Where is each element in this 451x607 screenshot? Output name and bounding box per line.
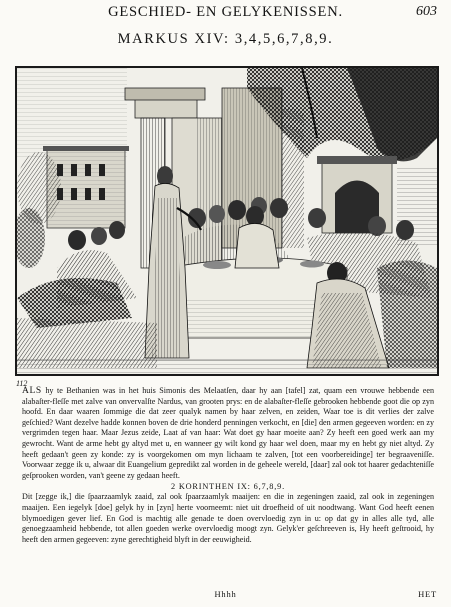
page-number: 603 [416, 4, 437, 19]
catchword: HET [418, 589, 437, 599]
paragraph-markus [22, 386, 434, 481]
first-word: ALS [22, 386, 42, 396]
engraving-illustration [15, 66, 439, 376]
chapter-reference: MARKUS XIV: 3,4,5,6,7,8,9. [117, 31, 334, 47]
plate-number: 112 [16, 379, 28, 388]
supper-at-bethany-engraving [17, 68, 437, 374]
page-header [0, 4, 451, 24]
running-title: GESCHIED- EN GELYKENISSEN. [108, 4, 343, 20]
signature-mark: Hhhh [214, 589, 237, 599]
paragraph-korinthen: Dit [zegge ik,] die ſpaarzaamlyk zaaid, zal ook ſpaarzaamlyk maaijen: en die in zegeningen zaaid, zal ook in zegeningen maaijen. Een iegelyk [doe] gelyk hy in [zyn] herte voorneemt: niet uit droefheid of uit noodtwang. Want God heeft eenen blymoedigen gever lief. En God is machtig alle genade te doen overvloedig zyn in u: op dat gy in alles alle tyd, alle genoegzaamheid hebbende, tot allen goeden werke overvloedig moogt zyn. Gelyk'er geſchreeven is, Hy heeft geſtrooid, hy heeft den armen gegeeven: zyne gerechtigheid blyft in der eeuwigheid. [22, 492, 434, 544]
paragraph-1-text: hy te Bethanien was in het huis Simonis des Melaatſen, daar hy aan [tafel] zat, quam een vrouwe hebbende een alabaſter-fleſſe met zalve van onvervalſte Nardus, van grooten prys: en de alabaſter-fleſſe gebrooken hebbende goot die op zyn hoofd. En daar waaren ſommige die dat zeer qualyk namen by haar zelven, en zeiden, Waar toe is dit verlies der zalve geſchied? Want dezelve hadde konnen boven de drie honderd penningen verkocht, en [die] den armen gegeeven worden: en zy vergrimden tegen haar. Maar Jezus zeide, Laat af van haar: Wat doet gy haar moeite aan? Zy heeft een goed werk aan my gewrocht. Want de arme hebt gy altyd met u, en wanneer gy wilt kond gy haar wel doen, maar my en hebt gy niet altyd. Zy heeft gedaan't geen zy konde: zy is voorgekomen om myn lichaam te zalven, [tot een voorbereidinge] ter begraaveniſſe. Voorwaar zegge ik u, alwaar dit Euangelium gepredikt zal worden in de geheele wereld, [daar] zal ook tot haarer gedachteniſſe geſprooken worden, van't geene zy gedaan heeft. [22, 386, 435, 480]
section-reference: 2 KORINTHEN IX: 6,7,8,9. [171, 482, 285, 492]
scripture-text [22, 386, 434, 545]
